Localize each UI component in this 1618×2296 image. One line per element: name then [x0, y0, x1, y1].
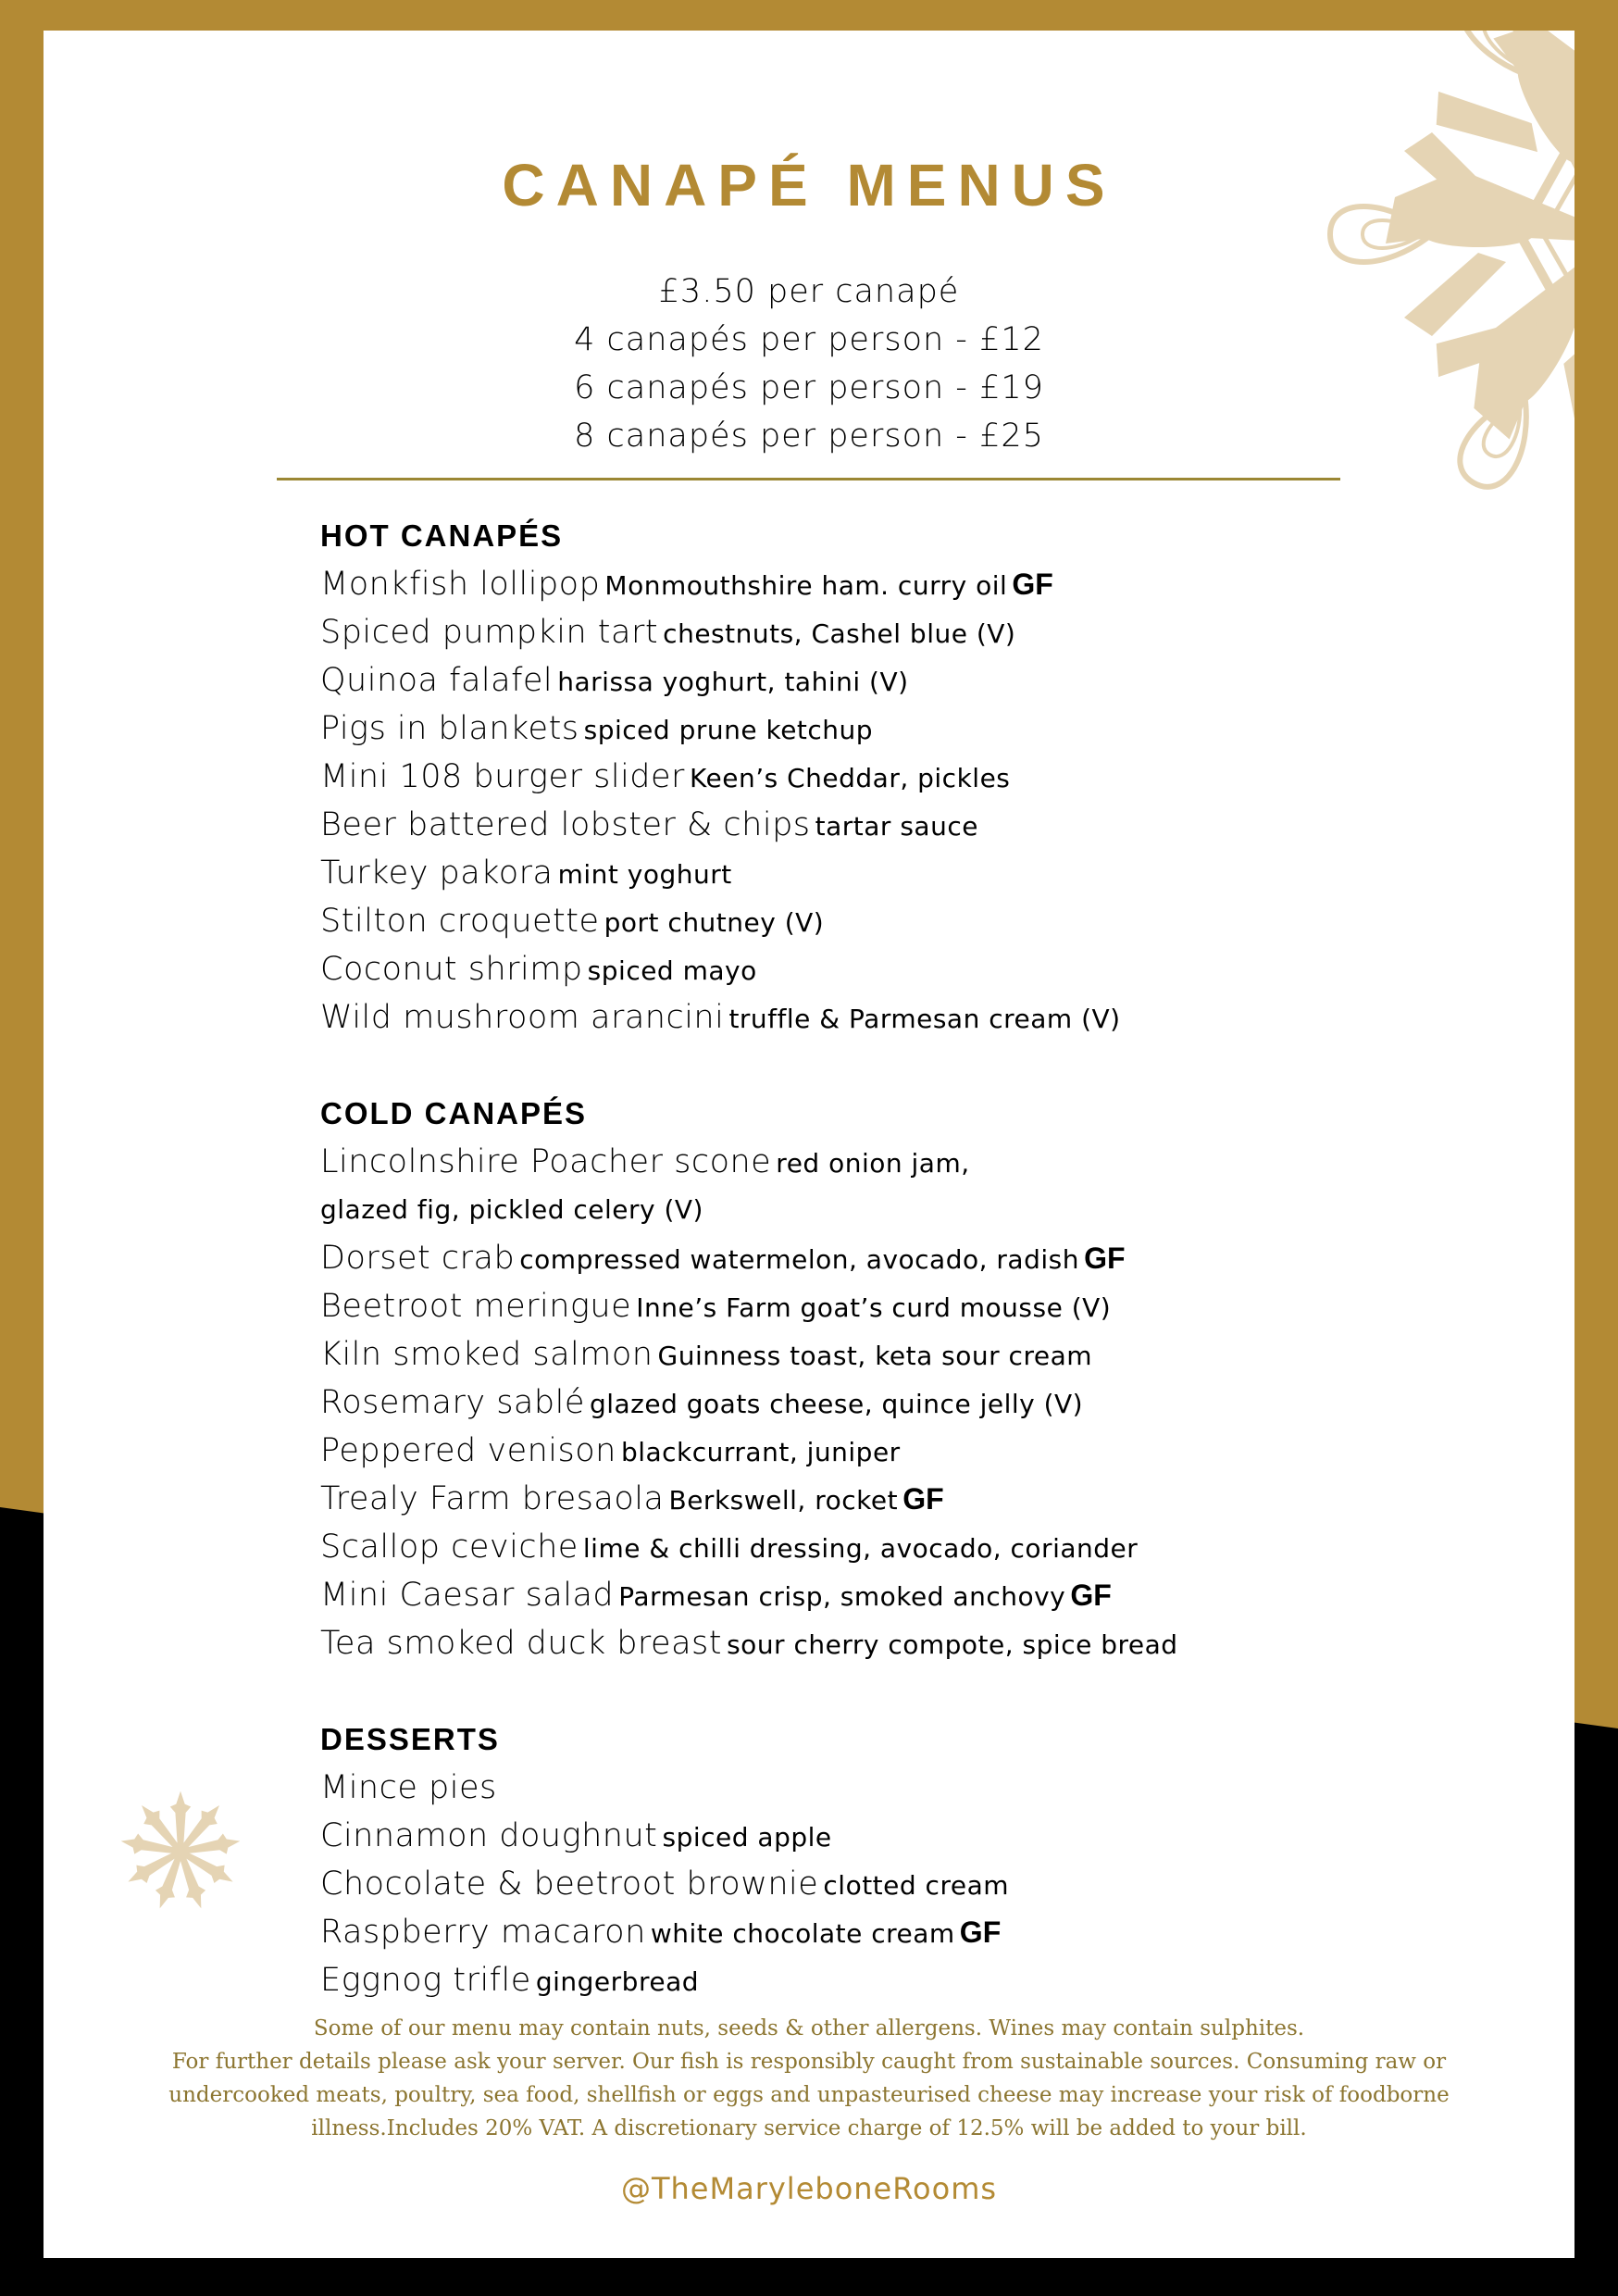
item-description: truffle & Parmesan cream (V): [728, 1004, 1121, 1034]
menu-sections: [320, 512, 1524, 2053]
item-name: Dorset crab: [320, 1240, 516, 1277]
pricing-block: [44, 268, 1574, 460]
item-name: Trealy Farm bresaola: [320, 1480, 665, 1517]
price-line: £3.50 per canapé: [658, 273, 960, 310]
item-name: Eggnog trifle: [320, 1962, 531, 1999]
menu-item: [320, 897, 1524, 945]
menu-item: [320, 1619, 1524, 1667]
gluten-free-badge: GF: [1012, 568, 1053, 601]
gluten-free-badge: GF: [959, 1915, 1002, 1949]
divider: [277, 478, 1340, 480]
menu-item: [320, 1234, 1524, 1282]
section-heading: COLD CANAPÉS: [320, 1096, 588, 1130]
section-heading: HOT CANAPÉS: [320, 518, 564, 553]
item-name: Mini 108 burger slider: [320, 758, 685, 795]
allergen-notice: [44, 2012, 1574, 2145]
item-description: mint yoghurt: [557, 859, 732, 890]
section-heading: DESSERTS: [320, 1722, 500, 1756]
item-name: Mince pies: [320, 1769, 497, 1806]
menu-item: [320, 1379, 1524, 1427]
item-description: blackcurrant, juniper: [620, 1437, 901, 1467]
item-name: Rosemary sablé: [320, 1384, 585, 1421]
menu-item: [320, 1956, 1524, 2004]
menu-card: [44, 31, 1574, 2258]
item-name: Mini Caesar salad: [320, 1577, 615, 1614]
item-description: compressed watermelon, avocado, radish: [519, 1244, 1079, 1275]
item-description: gingerbread: [535, 1966, 699, 1997]
item-description: port chutney (V): [604, 907, 825, 938]
item-name: Lincolnshire Poacher scone: [320, 1143, 772, 1180]
section-hot-canapes: [320, 512, 1524, 1042]
menu-item: [320, 993, 1524, 1042]
item-description: Guinness toast, keta sour cream: [657, 1341, 1093, 1371]
item-name: Pigs in blankets: [320, 710, 579, 747]
menu-item: [320, 1908, 1524, 1956]
footer-line: For further details please ask your server. Our fish is responsibly caught from sustainable sources. Consuming raw or: [171, 2050, 1447, 2074]
snowflake-icon: [116, 1782, 245, 1921]
item-description: Berkswell, rocket: [668, 1485, 899, 1516]
item-description: glazed fig, pickled celery (V): [320, 1194, 703, 1225]
section-cold-canapes: [320, 1090, 1524, 1667]
footer-line: Some of our menu may contain nuts, seeds & other allergens. Wines may contain sulphites.: [313, 2016, 1305, 2040]
menu-item: [320, 1427, 1524, 1475]
gluten-free-badge: GF: [1070, 1578, 1112, 1612]
menu-item: [320, 608, 1524, 656]
menu-item: [320, 849, 1524, 897]
item-description: harissa yoghurt, tahini (V): [557, 667, 909, 697]
item-description: tartar sauce: [815, 811, 978, 842]
menu-item: [320, 1764, 1524, 1812]
price-line: 8 canapés per person - £25: [574, 418, 1044, 455]
item-description: white chocolate cream: [650, 1918, 955, 1949]
item-description: clotted cream: [823, 1870, 1010, 1901]
item-description-continued: [320, 1186, 1524, 1234]
gluten-free-badge: GF: [1084, 1242, 1126, 1275]
item-name: Monkfish lollipop: [320, 566, 601, 603]
item-name: Quinoa falafel: [320, 662, 554, 699]
section-desserts: [320, 1716, 1524, 2004]
footer-line: undercooked meats, poultry, sea food, shellfish or eggs and unpasteurised cheese may increase your risk of foodborne: [168, 2083, 1450, 2107]
item-description: spiced mayo: [587, 955, 757, 986]
item-description: chestnuts, Cashel blue (V): [663, 618, 1016, 649]
item-name: Cinnamon doughnut: [320, 1817, 658, 1854]
item-description: Inne’s Farm goat’s curd mousse (V): [636, 1292, 1112, 1323]
item-name: Stilton croquette: [320, 903, 600, 940]
item-name: Wild mushroom arancini: [320, 999, 725, 1036]
menu-item: [320, 1812, 1524, 1860]
item-description: lime & chilli dressing, avocado, coriander: [582, 1533, 1139, 1564]
item-name: Raspberry macaron: [320, 1914, 646, 1951]
item-name: Tea smoked duck breast: [320, 1625, 722, 1662]
price-line: 6 canapés per person - £19: [574, 369, 1044, 406]
menu-item: [320, 1860, 1524, 1908]
item-description: red onion jam,: [776, 1148, 970, 1179]
item-description: Keen’s Cheddar, pickles: [690, 763, 1011, 793]
menu-item: [320, 705, 1524, 753]
item-description: Parmesan crisp, smoked anchovy: [618, 1581, 1066, 1612]
item-name: Turkey pakora: [320, 855, 554, 892]
item-name: Kiln smoked salmon: [320, 1336, 653, 1373]
menu-item: [320, 945, 1524, 993]
menu-item: [320, 753, 1524, 801]
menu-item: [320, 1571, 1524, 1619]
menu-item: [320, 1475, 1524, 1523]
item-name: Coconut shrimp: [320, 951, 583, 988]
item-description: spiced apple: [662, 1822, 832, 1853]
menu-item: [320, 1282, 1524, 1330]
page-title: CANAPÉ MENUS: [502, 152, 1116, 218]
menu-item: [320, 656, 1524, 705]
social-handle[interactable]: @TheMaryleboneRooms: [620, 2171, 998, 2206]
item-name: Beetroot meringue: [320, 1288, 632, 1325]
item-description: glazed goats cheese, quince jelly (V): [589, 1389, 1084, 1419]
item-name: Peppered venison: [320, 1432, 616, 1469]
item-description: spiced prune ketchup: [583, 715, 874, 745]
menu-item: [320, 1523, 1524, 1571]
item-name: Scallop ceviche: [320, 1529, 579, 1566]
menu-item: [320, 1138, 1524, 1186]
price-line: 4 canapés per person - £12: [574, 321, 1044, 358]
item-name: Spiced pumpkin tart: [320, 614, 659, 651]
menu-item: [320, 1330, 1524, 1379]
gluten-free-badge: GF: [902, 1482, 944, 1516]
item-name: Chocolate & beetroot brownie: [320, 1866, 819, 1903]
item-name: Beer battered lobster & chips: [320, 806, 811, 843]
menu-item: [320, 560, 1524, 608]
footer-line: illness.Includes 20% VAT. A discretionary service charge of 12.5% will be added to your bill.: [311, 2116, 1307, 2140]
menu-item: [320, 801, 1524, 849]
item-description: sour cherry compote, spice bread: [727, 1629, 1178, 1660]
item-description: Monmouthshire ham. curry oil: [604, 570, 1008, 601]
